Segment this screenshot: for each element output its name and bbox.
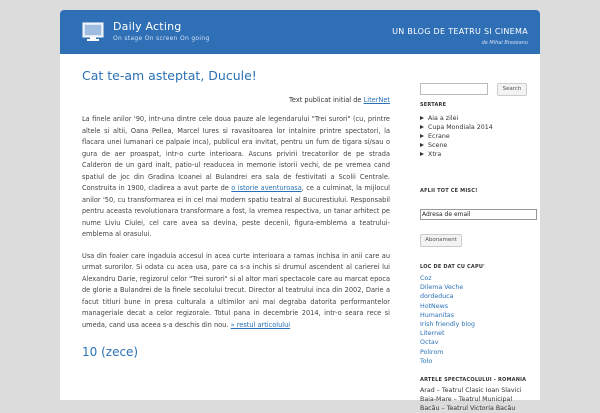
search-input[interactable]	[420, 83, 488, 95]
categories-list	[420, 114, 493, 159]
category-label: Scene	[428, 142, 448, 149]
published-note	[82, 96, 390, 104]
read-more-link[interactable]: » restul articolului	[230, 320, 291, 329]
triangle-right-icon	[420, 125, 424, 129]
p1-text-a: La finele anilor '90, intr-una dintre cele doua pauze ale legendarului "Trei surori" (cu, printre altele si altii, Oana Pellea, Marcel Iures si ravasitoarea lor intalnire printre spectatori, la flacara unei lumanari ce palpaie inca), publicul era invitat, pentru un fum de tigara si/sau o gura de aer proaspat, intr-o curte interioara. Ascuns privirii trecatorilor de pe strada Calderon de un gard inalt, patio-ul readucea in memorie istorii vechi, de pe vremea cand spatiul de joc din Gradina Icoanei al Bulandrei era sala de festivitati a Scolii Centrale. Construita in 1900, cladirea a avut parte de	[82, 115, 390, 192]
monitor-icon[interactable]	[82, 22, 104, 42]
blogroll-link[interactable]: Polirom	[420, 348, 444, 356]
blogroll-link[interactable]: dordeduca	[420, 293, 454, 301]
triangle-right-icon	[420, 143, 424, 147]
p1-text-b: , ce a culminat, la mijlocul anilor '50, cu transformarea ei in cel mai modern spatiu teatral al Bucurestiului. Responsabil pentru aceasta revolutionara transformare a fost, la vremea respectiva, un tanar arhitect pe nume Liviu Ciulei, cel care avea sa devina, peste decenii, figura-emblema a teatrului-emblema al orasului.	[82, 184, 390, 238]
search-button[interactable]: Search	[497, 83, 527, 96]
category-item[interactable]	[420, 114, 493, 123]
blogroll-link[interactable]: Dilema Veche	[420, 284, 464, 292]
post-paragraph-1	[82, 114, 390, 241]
category-label: Xtra	[428, 151, 442, 158]
blog-author: de Mihai Brezeanu	[481, 40, 528, 46]
blogroll-link[interactable]: Octav	[420, 339, 439, 347]
blogroll-link[interactable]: Irish friendly blog	[420, 320, 475, 328]
email-field[interactable]: Adresa de email	[420, 209, 537, 220]
links-list	[420, 274, 475, 366]
category-item[interactable]	[420, 123, 493, 132]
theatres-list	[420, 386, 522, 413]
triangle-right-icon	[420, 134, 424, 138]
sidebar	[420, 54, 540, 412]
site-tagline: On stage On screen On going	[113, 35, 210, 42]
category-item[interactable]	[420, 141, 493, 150]
triangle-right-icon	[420, 152, 424, 156]
triangle-right-icon	[420, 116, 424, 120]
blogroll-link[interactable]: Coz	[420, 275, 432, 282]
post-paragraph-2	[82, 251, 390, 332]
links-title: LOC DE DAT CU CAPU'	[420, 264, 485, 270]
subscribe-title: AFLII TOT CE MISC!	[420, 188, 478, 194]
post-title[interactable]: Cat te-am asteptat, Ducule!	[82, 68, 257, 83]
category-label: Ecrane	[428, 133, 450, 140]
blogroll-link[interactable]: Humanitas	[420, 311, 455, 319]
p2-text: Usa din foaier care ingaduia accesul in acea curte interioara a ramas inchisa in anii care au urmat surorilor. Si odata cu acea usa, pare ca s-a inchis si drumul ascendent al carierei lui Alexandru Darie, regizorul celor "Trei surori" si al altor mari spectacole care au marcat epoca de glorie a Bulandrei de la finele secolului trecut. Director al teatrului inca din 2002, Darie a facut titluri bune in presa culturala a ultimilor ani mai degraba datorita performantelor manageriale decat a celor regizorale. Totul pana in decembrie 2014, intr-o seara rece si umeda, cand usa aceea s-a deschis din nou.	[82, 251, 390, 329]
blogroll-link[interactable]: Tolo	[420, 357, 433, 365]
history-link[interactable]: o istorie aventuroasa	[231, 184, 302, 192]
category-item[interactable]	[420, 132, 493, 141]
site-header	[60, 10, 540, 54]
category-label: Cupa Mondiala 2014	[428, 124, 493, 131]
main-content	[82, 54, 390, 400]
subscribe-button[interactable]: Abonament	[420, 234, 462, 247]
page-frame	[60, 10, 540, 412]
theatre-link[interactable]: Bacău – Teatrul Victoria Bacău	[420, 405, 516, 412]
next-post-title[interactable]: 10 (zece)	[82, 345, 139, 359]
categories-title: SERTARE	[420, 102, 447, 108]
published-prefix: Text publicat initial de	[288, 96, 362, 104]
blogroll-link[interactable]: Liternet	[420, 330, 445, 338]
site-title[interactable]: Daily Acting	[113, 20, 182, 33]
blogroll-link[interactable]: HotNews	[420, 302, 449, 310]
theatres-title: ARTELE SPECTACOLULUI - ROMANIA	[420, 377, 527, 383]
published-link[interactable]: LiterNet	[363, 96, 390, 104]
blog-title: UN BLOG DE TEATRU SI CINEMA	[392, 27, 528, 36]
theatre-link[interactable]: Arad – Teatrul Clasic Ioan Slavici	[420, 387, 522, 394]
category-item[interactable]	[420, 150, 493, 159]
category-label: Aia a zilei	[428, 115, 459, 122]
theatre-link[interactable]: Baia-Mare – Teatrul Municipal	[420, 396, 513, 403]
